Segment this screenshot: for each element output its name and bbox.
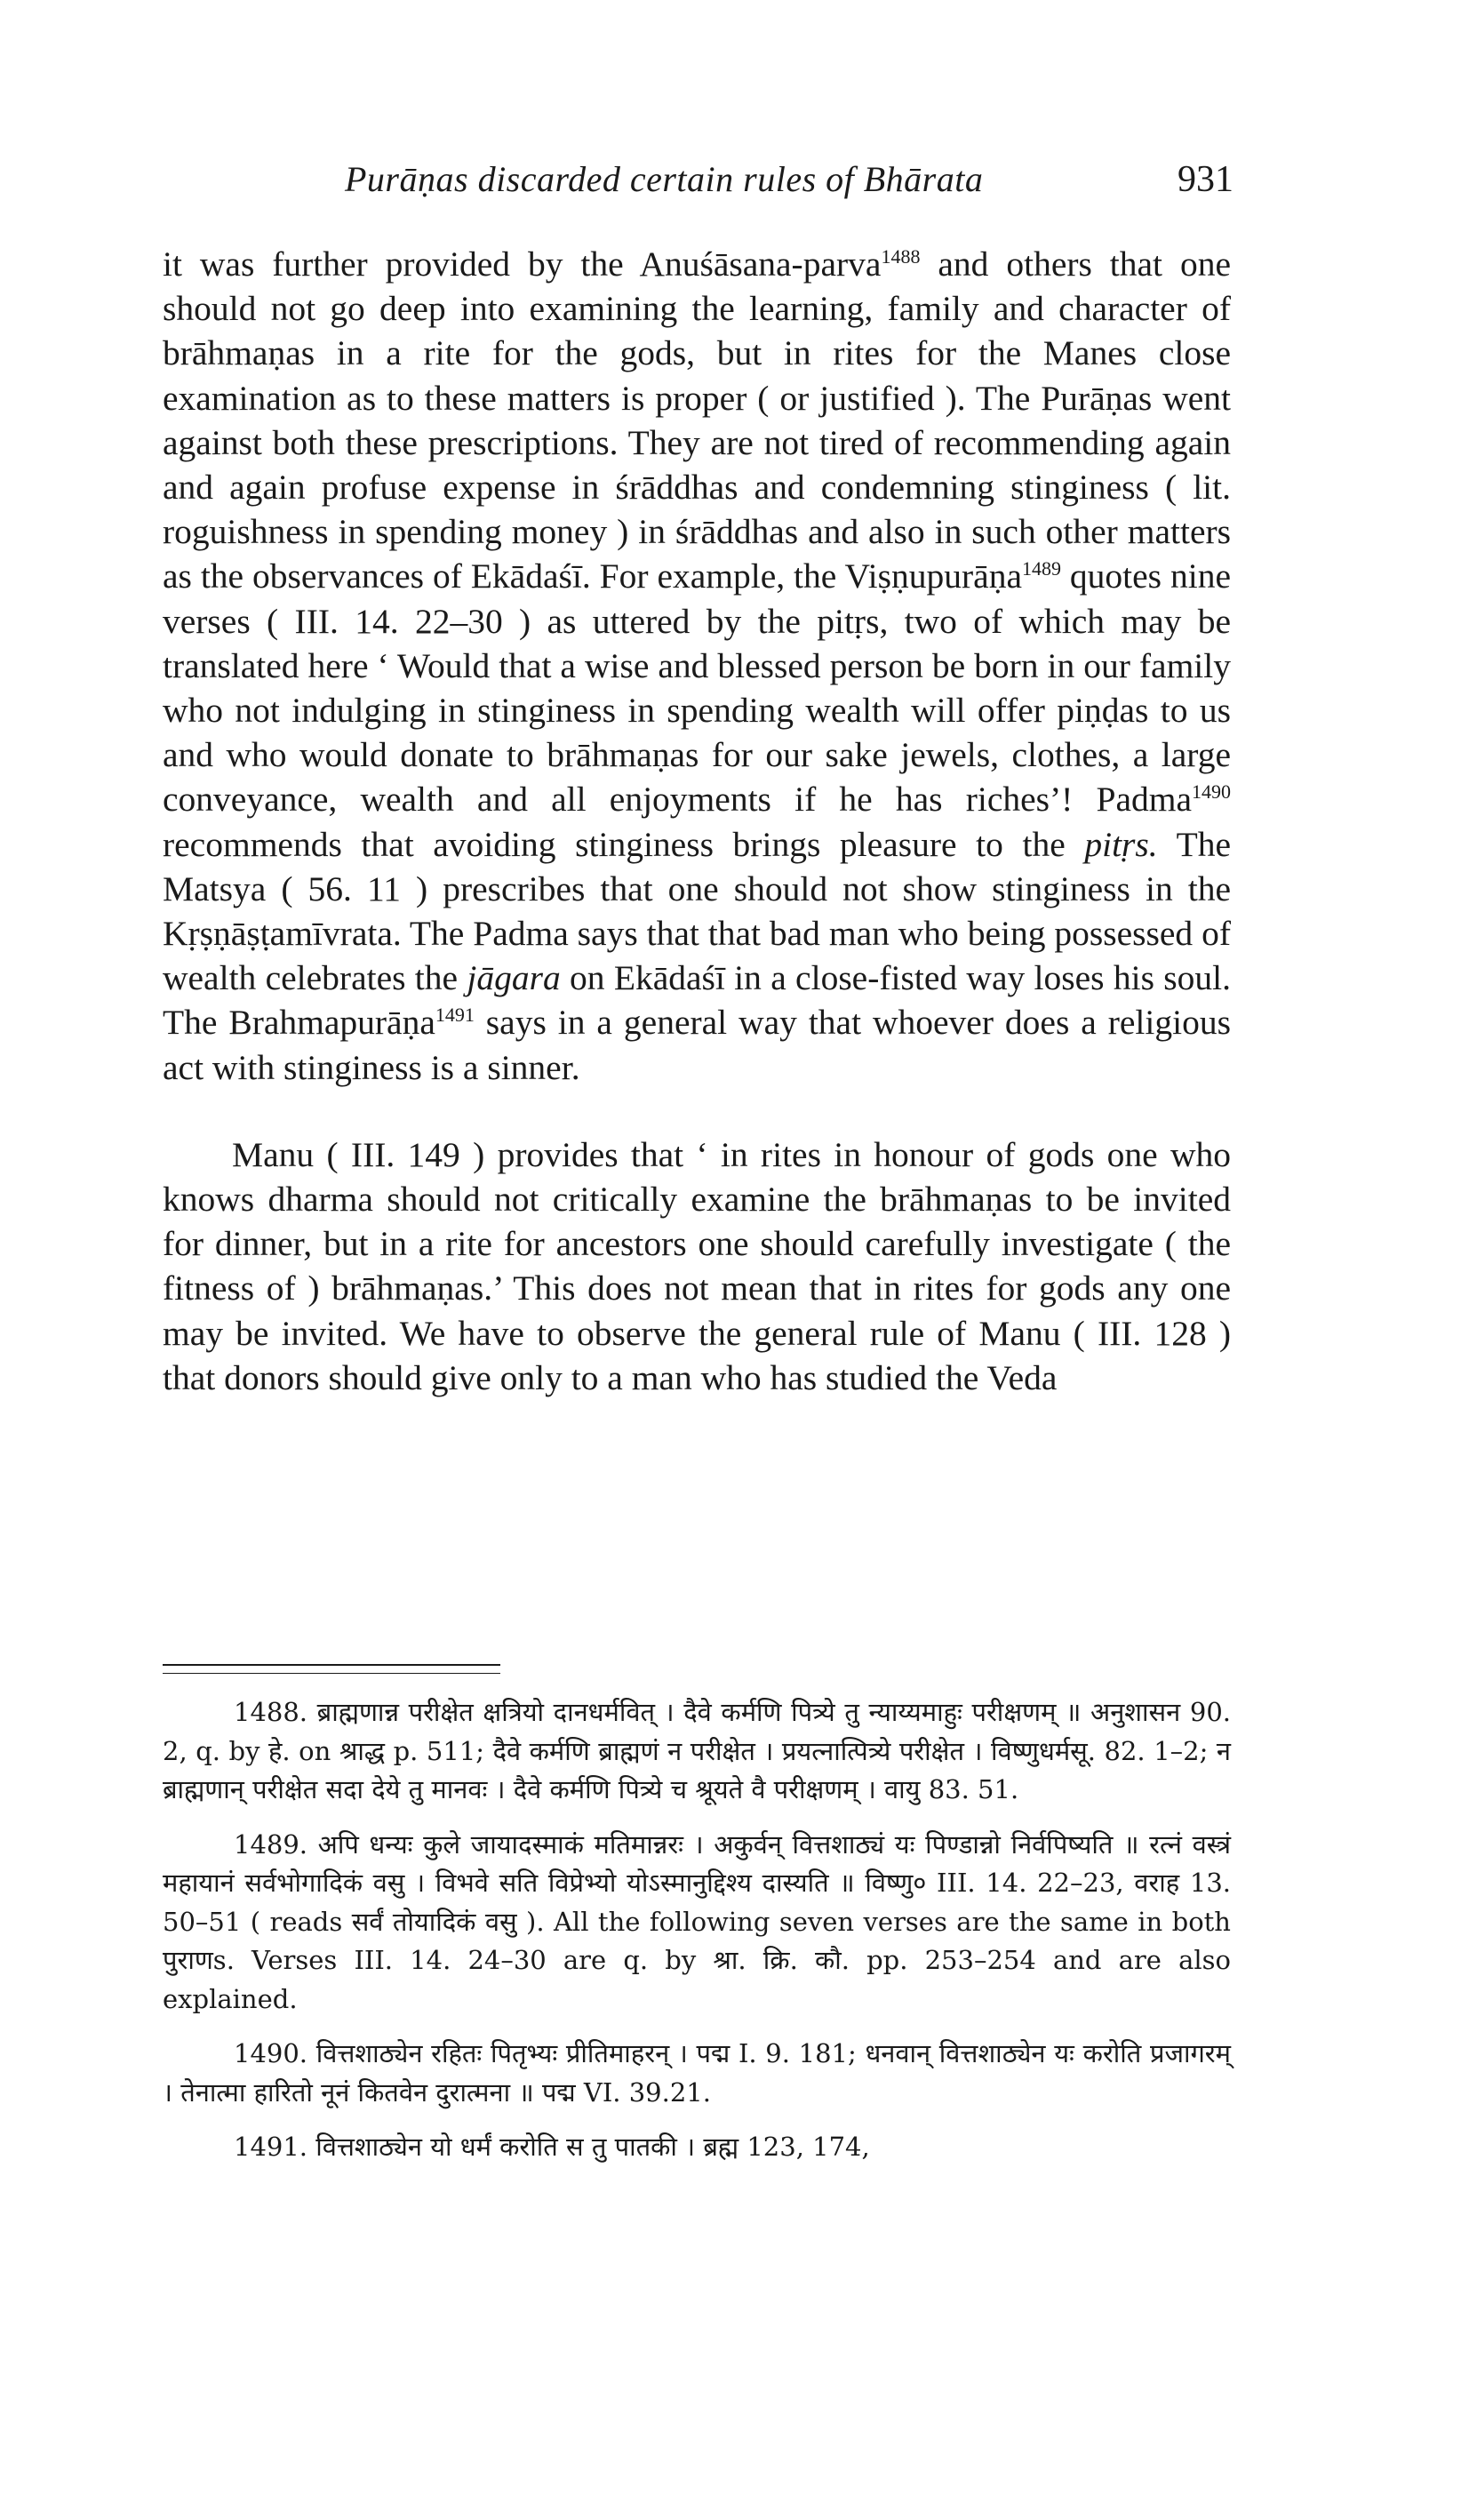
text-run: recommends that avoiding stinginess brings pleasure to the (163, 824, 1085, 864)
text-run: says in a general way that whoever does a religious act with stinginess is a sinner. (163, 1003, 1231, 1087)
text-run: it was further provided by the Anuśāsana-parva (163, 244, 882, 284)
footnote-text: ब्राह्मणान्न परीक्षेत क्षत्रियो दानधर्मवित् । दैवे कर्मणि पित्र्ये तु न्याय्यमाहुः परीक्षणम् ॥ अनुशासन 90. 2, q. by हे. on श्राद्ध p. 511; दैवे कर्मणि ब्राह्मणं न परीक्षेत । प्रयत्नात्पित्र्ये परीक्षेत । विष्णुधर्मसू. 82. 1–2; न ब्राह्मणान् परीक्षेत सदा देये तु मानवः । दैवे कर्मणि पित्र्ये च श्रूयते वै परीक्षणम् । वायु 83. 51. (163, 1697, 1231, 1804)
text-run: and others that one should not go deep into examining the learning, family and character of brāhmaṇas in a rite for the gods, but in rites for the Manes close examination as to these matters is proper ( or justified ). The Purāṇas went against both these prescriptions. They are not tired of recommending again and again profuse expense in śrāddhas and condemning stinginess ( lit. roguishness in spending money ) in śrāddhas and also in such other matters as the observances of Ekādaśī. For example, the Viṣṇupurāṇa (163, 244, 1232, 596)
main-text (163, 242, 1231, 1400)
italic-term: jāgara (467, 958, 561, 998)
footnote-1490 (163, 2035, 1231, 2112)
footnote-1488 (163, 1693, 1231, 1810)
paragraph-2: Manu ( III. 149 ) provides that ‘ in rites in honour of gods one who knows dharma should not critically examine the brāhmaṇas to be invited for dinner, but in a rite for ancestors one should carefully investigate ( the fitness of ) brāhmaṇas.’ This does not mean that in rites for gods any one may be invited. We have to observe the general rule of Manu ( III. 128 ) that donors should give only to a man who has studied the Veda (163, 1134, 1231, 1397)
text-run: on Ekādaśī in a close-fisted way loses his soul. The Brahmapurāṇa (163, 958, 1231, 1043)
running-title: Purāṇas discarded certain rules of Bhārata (345, 159, 984, 199)
footnote-ref-1491: 1491 (435, 1004, 475, 1027)
paragraph-1 (163, 242, 1231, 1090)
footnote-text: वित्तशाठ्येन यो धर्मं करोति स तु पातकी । ब्रह्म 123, 174, (307, 2132, 870, 2162)
footnote-ref-1488: 1488 (881, 244, 921, 268)
footnote-1491 (163, 2128, 1231, 2167)
footnote-number: 1488. (234, 1697, 308, 1727)
footnote-number: 1489. (234, 1828, 308, 1860)
footnotes (163, 1693, 1231, 2183)
italic-term: pitṛs. (1084, 824, 1158, 864)
footnote-text: वित्तशाठ्येन रहितः पितृभ्यः प्रीतिमाहरन् । पद्म I. 9. 181; धनवान् वित्तशाठ्येन यः करोति प्रजागरम् । तेनात्मा हारितो नूनं कितवेन दुरात्मना ॥ पद्म VI. 39.21. (163, 2038, 1231, 2108)
footnote-text: अपि धन्यः कुले जायादस्माकं मतिमान्नरः । अकुर्वन् वित्तशाठ्यं यः पिण्डान्नो निर्वपिष्यति ॥ रत्नं वस्त्रं महायानं सर्वभोगादिकं वसु । विभवे सति विप्रेभ्यो योऽस्मानुद्दिश्य दास्यति ॥ विष्णु० III. 14. 22–23, वराह 13. 50–51 ( reads सर्वं तोयादिकं वसु ). All the following seven verses are the same in both पुराणs. Verses III. 14. 24–30 are q. by श्रा. क्रि. कौ. pp. 253–254 and are also explained. (163, 1828, 1231, 2014)
footnote-ref-1490: 1490 (1192, 780, 1231, 804)
footnote-number: 1491. (234, 2132, 308, 2162)
footnote-number: 1490. (234, 2038, 308, 2068)
footnote-divider-thin (163, 1673, 500, 1674)
footnote-ref-1489: 1489 (1022, 557, 1061, 580)
page-header (345, 158, 1233, 212)
text-run: The Matsya ( 56. 11 ) prescribes that one should not show stinginess in the Kṛṣṇāṣṭamīvrata. The Padma says that that bad man who being possessed of wealth celebrates the (163, 824, 1231, 998)
footnote-1489 (163, 1826, 1231, 2020)
footnote-divider (163, 1664, 500, 1666)
page-number: 931 (1178, 159, 1233, 200)
text-run: quotes nine verses ( III. 14. 22–30 ) as uttered by the pitṛs, two of which may be translated here ‘ Would that a wise and blessed person be born in our family who not indulging in stinginess in spending wealth will offer piṇḍas to us and who would donate to brāhmaṇas for our sake jewels, clothes, a large conveyance, wealth and all enjoyments if he has riches’! Padma (163, 556, 1231, 820)
